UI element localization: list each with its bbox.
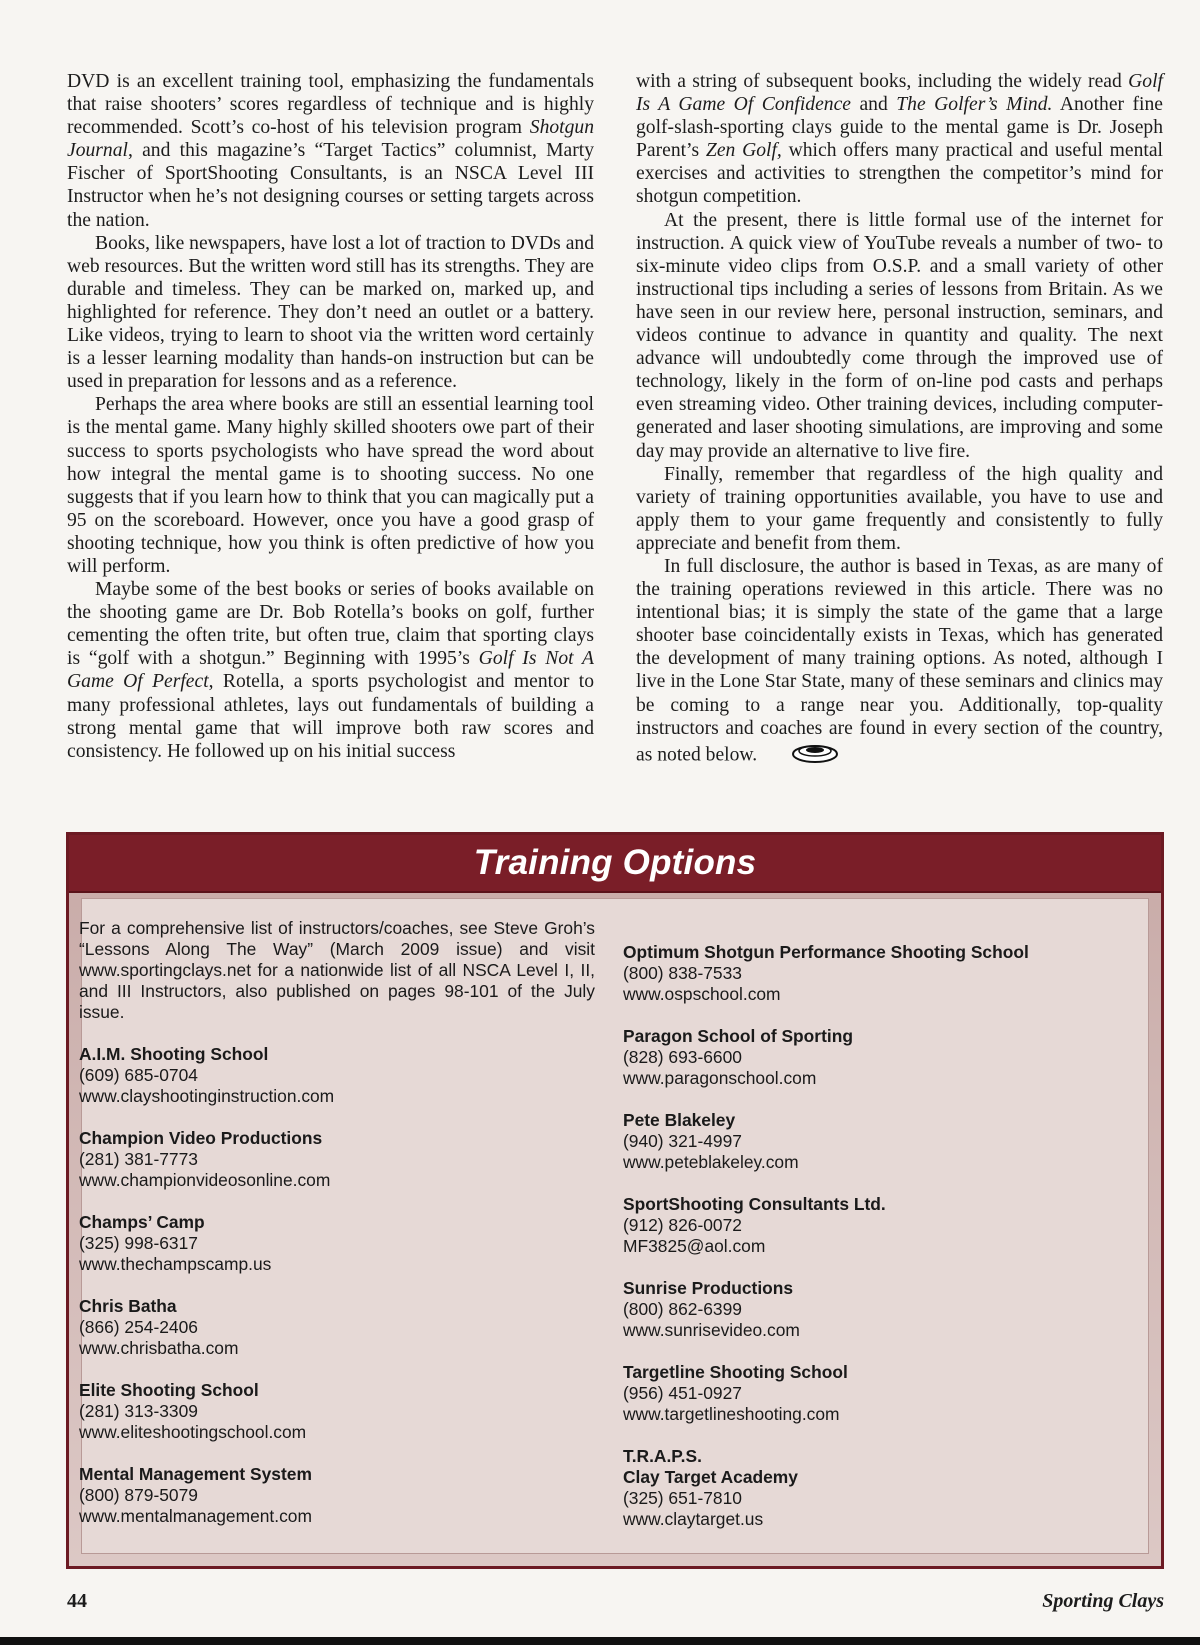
entry-name: Champs’ Camp: [79, 1212, 205, 1232]
book-title: Shotgun Journal: [67, 117, 594, 162]
entry-list-left: [79, 1044, 595, 1527]
sidebar-column-left: [79, 918, 595, 1551]
entry-phone: (800) 838-7533: [623, 963, 742, 983]
entry-name: Paragon School of Sporting: [623, 1026, 853, 1046]
entry-phone: (325) 998-6317: [79, 1233, 198, 1253]
sidebar-title: Training Options: [473, 843, 757, 882]
entry-list-right: [623, 942, 1099, 1530]
book-title: Golf Is Not A Game Of Perfect: [67, 648, 594, 693]
entry-phone: (940) 321-4997: [623, 1131, 742, 1151]
article-column-right: [636, 70, 1163, 772]
entry-name: A.I.M. Shooting School: [79, 1044, 269, 1064]
entry-website[interactable]: www.chrisbatha.com: [79, 1338, 239, 1358]
entry-website[interactable]: www.paragonschool.com: [623, 1068, 817, 1088]
entry-phone: (281) 381-7773: [79, 1149, 198, 1169]
entry-name: Champion Video Productions: [79, 1128, 323, 1148]
paragraph-text: Perhaps the area where books are still an essential learning tool is the mental game. Many highly skilled shooters owe part of their success to sports psychologists who have spread the word about how integral the mental game is to shooting success. No one suggests that if you learn how to think that you can magically put a 95 on the scoreboard. However, once you have a good grasp of shooting technique, how you think is often predictive of how you will perform.: [67, 394, 594, 577]
paragraph-text: , Rotella, a sports psychologist and mentor to many professional athletes, lays out fundamentals of building a strong mental game that will improve both raw scores and consistency. He followed up on his initial success: [67, 671, 594, 762]
training-entry: [79, 1296, 595, 1359]
entry-name: Elite Shooting School: [79, 1380, 259, 1400]
page-number: 44: [67, 1590, 87, 1612]
entry-name: Targetline Shooting School: [623, 1362, 848, 1382]
training-entry: [623, 1110, 1099, 1173]
entry-website[interactable]: www.ospschool.com: [623, 984, 781, 1004]
article-paragraph: [636, 209, 1163, 463]
training-entry: [623, 942, 1099, 1005]
entry-name: Chris Batha: [79, 1296, 177, 1316]
entry-phone: (800) 862-6399: [623, 1299, 742, 1319]
entry-name: T.R.A.P.S. Clay Target Academy: [623, 1446, 798, 1487]
entry-website[interactable]: www.championvideosonline.com: [79, 1170, 331, 1190]
paragraph-text: At the present, there is little formal use of the internet for instruction. A quick view of YouTube reveals a number of two- to six-minute video clips from O.S.P. and a small variety of other instructional tips including a series of lessons from Britain. As we have seen in our review here, personal instruction, seminars, and videos continue to advance in quantity and quality. The next advance will undoubtedly come through the improved use of technology, likely in the form of on-line pod casts and perhaps even streaming video. Other training devices, including computer-generated and laser shooting simulations, are improving and some day may provide an alternative to live fire.: [636, 209, 1163, 462]
book-title: The Golfer’s Mind.: [896, 94, 1053, 116]
book-title: Zen Golf,: [705, 140, 782, 162]
magazine-name: Sporting Clays: [1042, 1590, 1164, 1612]
paragraph-text: Maybe some of the best books or series of books available on the shooting game are Dr. Bob Rotella’s books on golf, further cementing the often trite, but often true, claim that sporting clays is “golf with a shotgun.” Beginning with 1995’s: [67, 579, 594, 670]
paragraph-text: Finally, remember that regardless of the high quality and variety of training opportunities available, you have to use and apply them to your game frequently and consistently to fully appreciate and benefit from them.: [636, 463, 1163, 554]
entry-phone: (912) 826-0072: [623, 1215, 742, 1235]
paragraph-text: and: [851, 94, 897, 116]
entry-name: Sunrise Productions: [623, 1278, 794, 1298]
article-paragraph: [636, 463, 1163, 555]
paragraph-text: Books, like newspapers, have lost a lot of traction to DVDs and web resources. But the written word still has its strengths. They are durable and timeless. They can be marked on, marked up, and highlighted for reference. They don’t need an outlet or a battery. Like videos, trying to learn to shoot via the written word certainly is a lesser learning modality than hands-on instruction but can be used in preparation for lessons and as a reference.: [67, 232, 594, 393]
sidebar-intro: For a comprehensive list of instructors/coaches, see Steve Groh’s “Lessons Along The Way” (March 2009 issue) and visit www.sportingclays.net for a nationwide list of all NSCA Level I, II, and III Instructors, also published on pages 98-101 of the July issue.: [79, 918, 595, 1022]
clay-target-icon: [763, 740, 839, 772]
entry-website[interactable]: www.targetlineshooting.com: [623, 1404, 840, 1424]
entry-name: Optimum Shotgun Performance Shooting School: [623, 942, 1029, 962]
entry-website[interactable]: www.eliteshootingschool.com: [79, 1422, 307, 1442]
entry-website[interactable]: www.sunrisevideo.com: [623, 1320, 800, 1340]
entry-website[interactable]: www.mentalmanagement.com: [79, 1506, 312, 1526]
training-entry: [79, 1380, 595, 1443]
entry-website[interactable]: MF3825@aol.com: [623, 1236, 766, 1256]
entry-name: Pete Blakeley: [623, 1110, 736, 1130]
article-paragraph: [67, 232, 594, 394]
training-entry: [623, 1278, 1099, 1341]
training-entry: [79, 1044, 595, 1107]
entry-name: Mental Management System: [79, 1464, 312, 1484]
book-title: Golf Is A Game Of Confidence: [636, 71, 1163, 116]
entry-phone: (800) 879-5079: [79, 1485, 198, 1505]
article-paragraph: [636, 70, 1163, 209]
training-entry: [79, 1464, 595, 1527]
training-entry: [623, 1446, 1099, 1530]
paragraph-text: with a string of subsequent books, including the widely read: [636, 71, 1129, 92]
paragraph-text: , and this magazine’s “Target Tactics” columnist, Marty Fischer of SportShooting Consultants, is an NSCA Level III Instructor when he’s not designing courses or setting targets across the nation.: [67, 140, 594, 231]
entry-phone: (281) 313-3309: [79, 1401, 198, 1421]
entry-phone: (866) 254-2406: [79, 1317, 198, 1337]
article-column-left: [67, 70, 594, 772]
paragraph-text: Another fine golf-slash-sporting clays guide to the mental game is Dr. Joseph Parent’s: [636, 94, 1163, 162]
training-entry: [623, 1026, 1099, 1089]
sidebar-header: [69, 835, 1161, 893]
paragraph-text: which offers many practical and useful mental exercises and activities to strengthen the competitor’s mind for shotgun competition.: [636, 140, 1163, 208]
entry-phone: (828) 693-6600: [623, 1047, 742, 1067]
training-entry: [623, 1194, 1099, 1257]
entry-phone: (956) 451-0927: [623, 1383, 742, 1403]
sidebar-column-right: [623, 918, 1099, 1551]
article-body: [67, 70, 1163, 772]
entry-website[interactable]: www.peteblakeley.com: [623, 1152, 799, 1172]
paragraph-text: DVD is an excellent training tool, emphasizing the fundamentals that raise shooters’ scores regardless of technique and is highly recommended. Scott’s co-host of his television program: [67, 71, 594, 139]
training-entry: [79, 1128, 595, 1191]
article-paragraph: [67, 70, 594, 232]
training-entry: [623, 1362, 1099, 1425]
sidebar-content: [79, 918, 1099, 1551]
scan-edge: [0, 1637, 1200, 1645]
paragraph-text: In full disclosure, the author is based in Texas, as are many of the training operations reviewed in this article. There was no intentional bias; it is simply the state of the game that a large shooter base coincidentally exists in Texas, which has generated the development of many training options. As noted, although I live in the Lone Star State, many of these seminars and clinics may be coming to a range near you. Additionally, top-quality instructors and coaches are found in every section of the country, as noted below.: [636, 555, 1163, 766]
entry-website[interactable]: www.claytarget.us: [623, 1509, 764, 1529]
entry-phone: (609) 685-0704: [79, 1065, 198, 1085]
training-entry: [79, 1212, 595, 1275]
entry-phone: (325) 651-7810: [623, 1488, 742, 1508]
article-paragraph: [67, 393, 594, 578]
article-paragraph: [636, 555, 1163, 772]
entry-website[interactable]: www.thechampscamp.us: [79, 1254, 272, 1274]
article-paragraph: [67, 578, 594, 763]
entry-name: SportShooting Consultants Ltd.: [623, 1194, 886, 1214]
entry-website[interactable]: www.clayshootinginstruction.com: [79, 1086, 335, 1106]
